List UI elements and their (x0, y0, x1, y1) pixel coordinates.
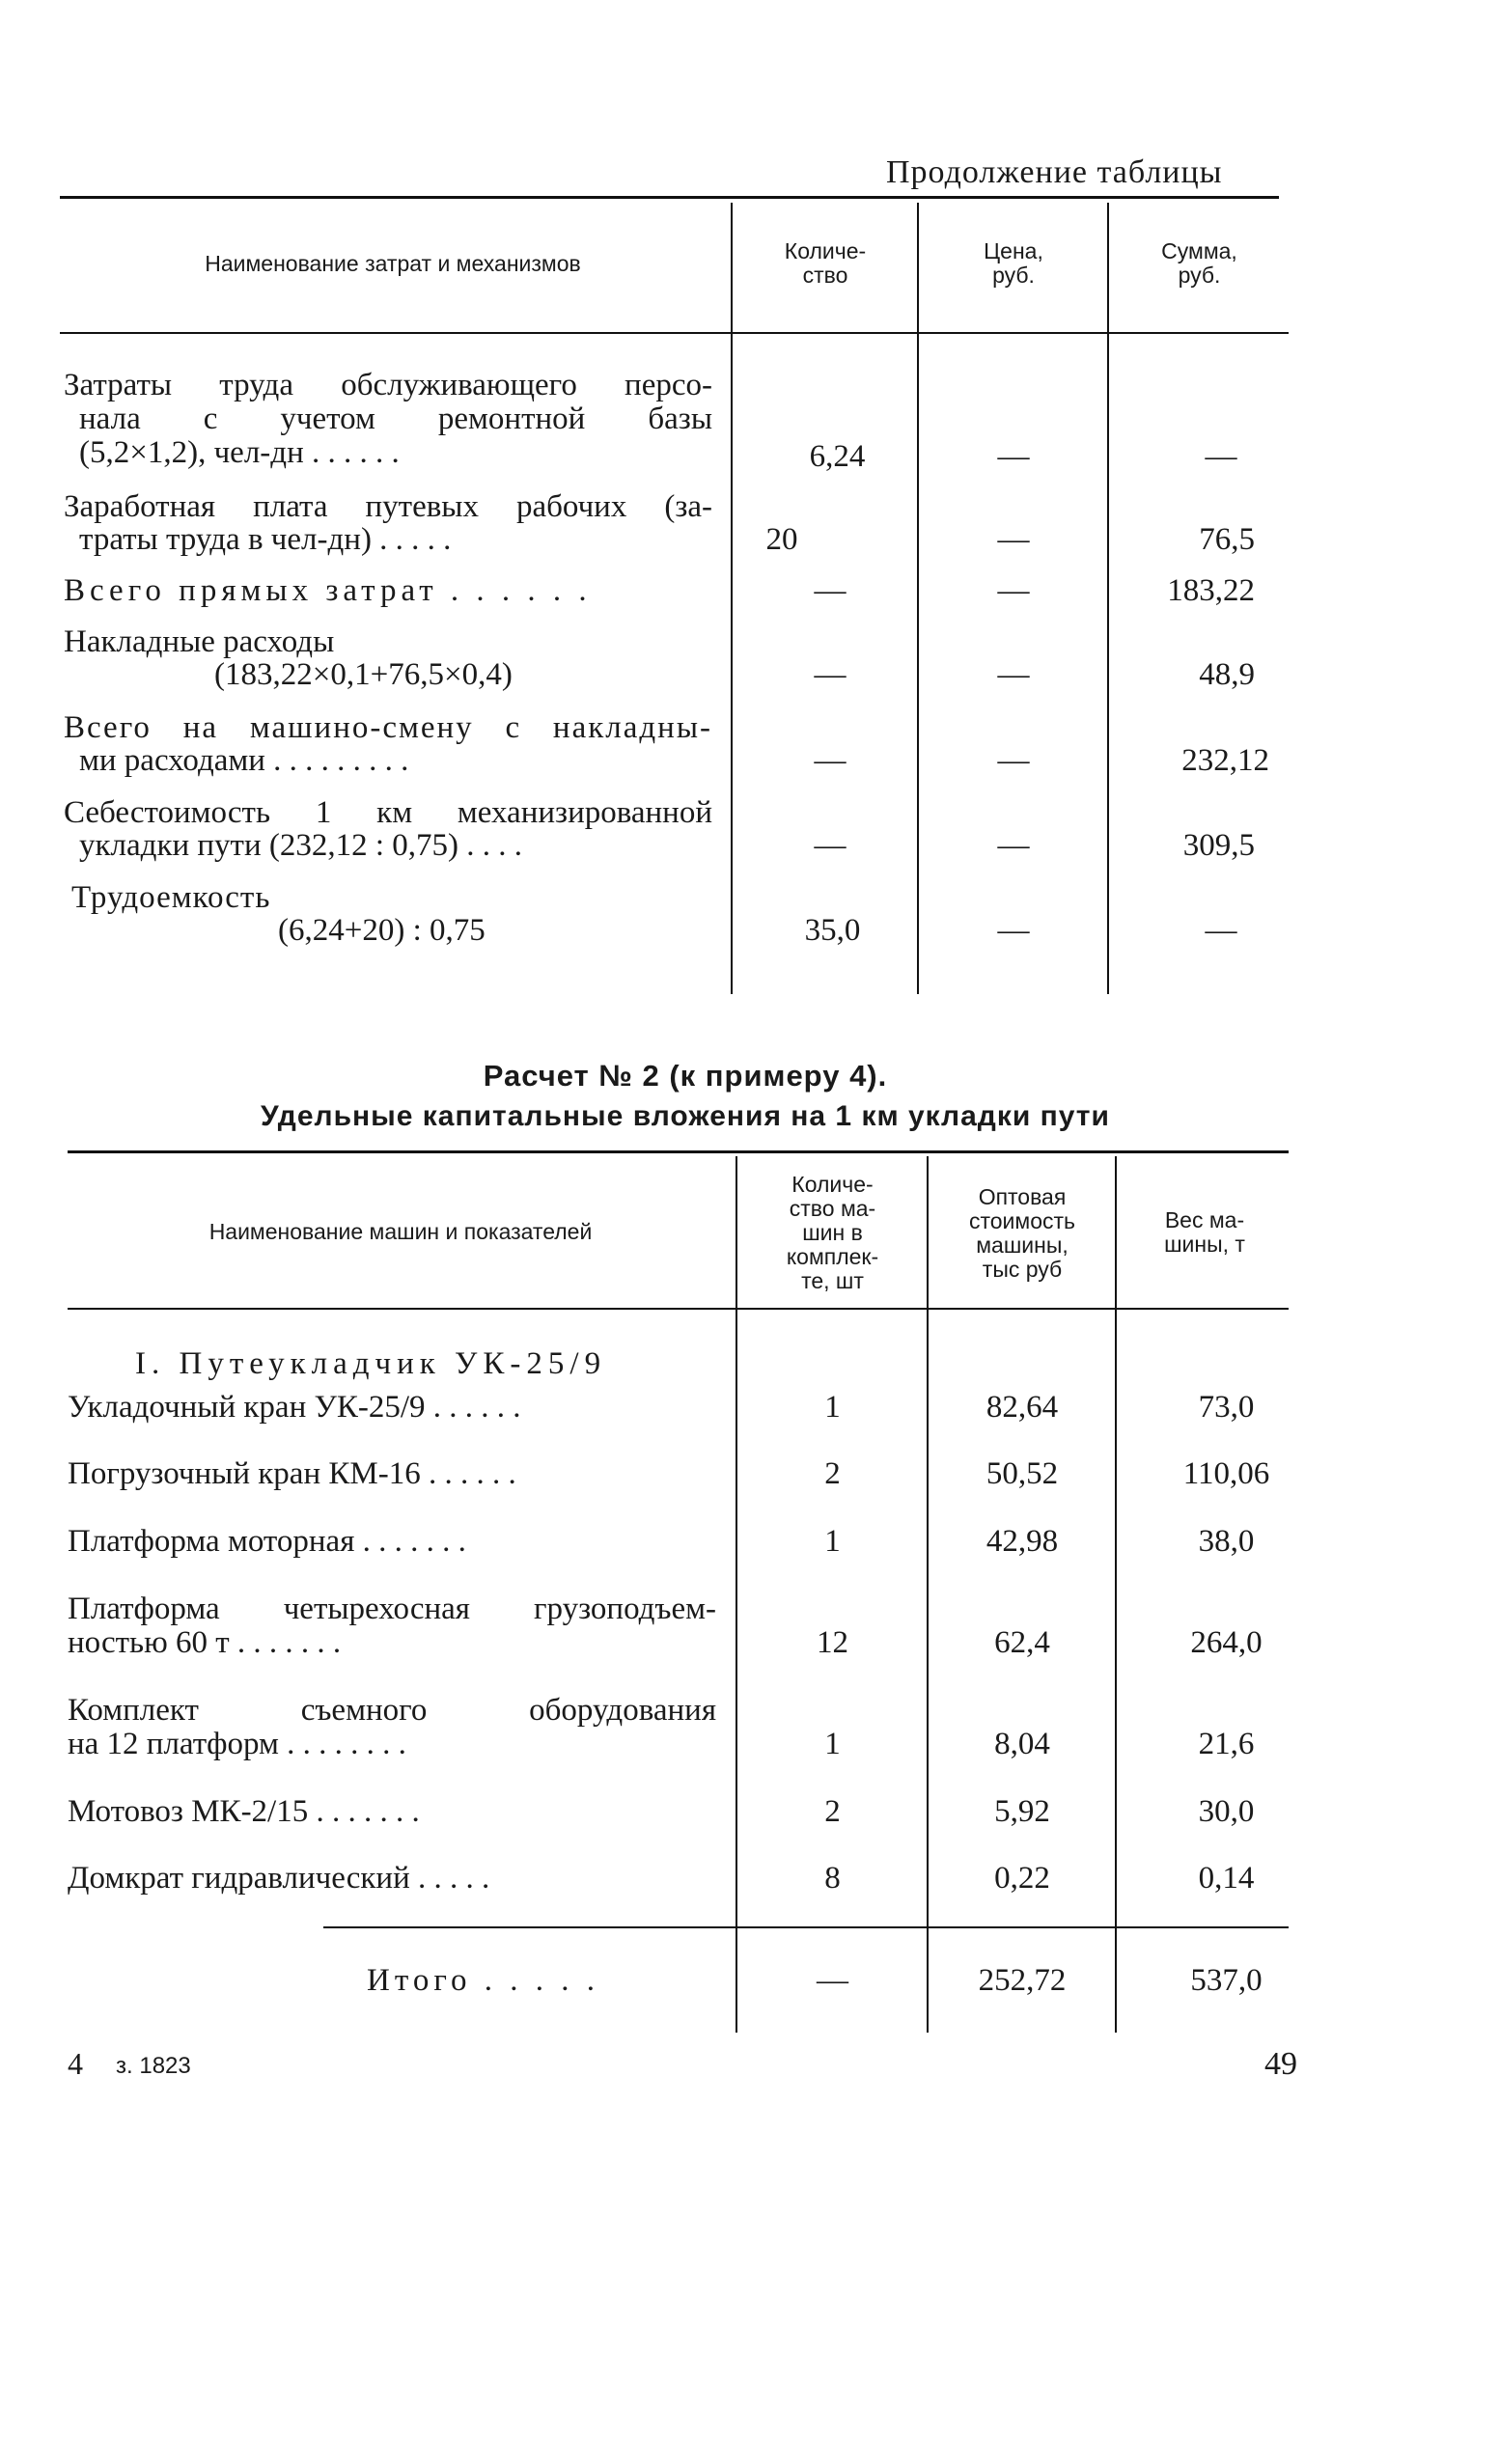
row-quantity: 1 (824, 1390, 841, 1425)
row-label: (183,22×0,1+76,5×0,4) (214, 657, 513, 692)
total-quantity: — (817, 1963, 848, 1998)
row-label: Себестоимость 1 км механизированной (64, 795, 712, 830)
row-label: ми расходами . . . . . . . . . (79, 743, 409, 778)
row-cost: 5,92 (994, 1794, 1050, 1829)
row-weight: 0,14 (1198, 1861, 1255, 1896)
row-cost: 62,4 (994, 1625, 1050, 1660)
row-label: Накладные расходы (64, 624, 335, 659)
row-quantity: 20 (765, 522, 798, 557)
row-label: укладки пути (232,12 : 0,75) . . . . (79, 828, 523, 863)
row-price: — (997, 743, 1030, 778)
table2-header-name: Наименование машин и показателей (208, 1219, 593, 1244)
row-sum: 48,9 (1199, 657, 1255, 692)
total-cost: 252,72 (978, 1963, 1067, 1998)
row-cost: 0,22 (994, 1861, 1050, 1896)
row-label: Платформа четырехосная грузоподъем- (68, 1592, 716, 1626)
table1-col-divider-3 (1107, 203, 1109, 994)
section-heading: I. Путеукладчик УК-25/9 (135, 1346, 607, 1381)
table2-col-divider-3 (1115, 1156, 1117, 2033)
row-label: Домкрат гидравлический . . . . . (68, 1861, 490, 1896)
row-weight: 264,0 (1190, 1625, 1263, 1660)
row-weight: 30,0 (1198, 1794, 1255, 1829)
table2-header-cost: Оптовая стоимость машины, тыс руб (968, 1184, 1076, 1282)
row-quantity: — (814, 657, 847, 692)
row-sum: — (1205, 913, 1237, 948)
order-code: з. 1823 (116, 2053, 191, 2079)
row-label: нала с учетом ремонтной базы (79, 401, 712, 436)
table1-header-price: Цена, руб. (984, 238, 1043, 288)
row-quantity: 2 (824, 1794, 841, 1829)
row-sum: 232,12 (1181, 743, 1269, 778)
table2-header-weight: Вес ма- шины, т (1164, 1207, 1245, 1257)
table2-col-divider-2 (927, 1156, 929, 2033)
row-weight: 21,6 (1198, 1727, 1255, 1761)
table1-header-rule (60, 332, 1289, 334)
row-price: — (997, 439, 1030, 474)
row-label: Всего на машино-смену с накладны- (64, 710, 712, 745)
row-label: Всего прямых затрат . . . . . . (64, 573, 592, 608)
row-quantity: 8 (824, 1861, 841, 1896)
row-sum: 183,22 (1167, 573, 1255, 608)
calc2-subtitle: Удельные капитальные вложения на 1 км укладки пути (261, 1100, 1110, 1132)
table2-header-quantity: Количе- ство ма- шин в комплек- те, шт (786, 1172, 879, 1293)
row-quantity: 12 (817, 1625, 848, 1660)
row-price: — (997, 913, 1030, 948)
total-label: Итого . . . . . (367, 1963, 600, 1998)
row-quantity: 2 (824, 1456, 841, 1491)
row-quantity: 6,24 (809, 439, 866, 474)
row-quantity: — (814, 828, 847, 863)
row-label: Комплект съемного оборудования (68, 1693, 716, 1728)
row-cost: 50,52 (985, 1456, 1059, 1491)
table2-top-rule (68, 1150, 1289, 1153)
row-label: ностью 60 т . . . . . . . (68, 1625, 342, 1660)
row-label: Платформа моторная . . . . . . . (68, 1524, 466, 1559)
row-label: (6,24+20) : 0,75 (278, 913, 486, 948)
table1-top-rule (60, 196, 1279, 199)
continuation-label: Продолжение таблицы (886, 154, 1223, 190)
row-label: траты труда в чел-дн) . . . . . (79, 522, 452, 557)
row-quantity: — (814, 573, 847, 608)
calc2-title: Расчет № 2 (к примеру 4). (483, 1059, 888, 1093)
row-sum: 76,5 (1199, 522, 1255, 557)
table1-col-divider-1 (731, 203, 733, 994)
row-price: — (997, 657, 1030, 692)
row-sum: 309,5 (1182, 828, 1255, 863)
row-cost: 8,04 (994, 1727, 1050, 1761)
row-label: Затраты труда обслуживающего персо- (64, 368, 712, 402)
row-cost: 42,98 (985, 1524, 1059, 1559)
row-weight: 73,0 (1198, 1390, 1255, 1425)
table2-header-rule (68, 1308, 1289, 1310)
row-price: — (997, 573, 1030, 608)
row-quantity: — (814, 743, 847, 778)
row-sum: — (1205, 439, 1237, 474)
row-cost: 82,64 (985, 1390, 1059, 1425)
table2-col-divider-1 (736, 1156, 737, 2033)
row-quantity: 1 (824, 1524, 841, 1559)
total-weight: 537,0 (1190, 1963, 1263, 1998)
row-price: — (997, 522, 1030, 557)
row-weight: 110,06 (1182, 1456, 1270, 1491)
sheet-number: 4 (68, 2046, 83, 2081)
row-weight: 38,0 (1198, 1524, 1255, 1559)
page-number: 49 (1264, 2046, 1297, 2082)
row-price: — (997, 828, 1030, 863)
row-label: Погрузочный кран КМ-16 . . . . . . (68, 1456, 516, 1491)
row-label: Заработная плата путевых рабочих (за- (64, 489, 712, 524)
row-label: Укладочный кран УК-25/9 . . . . . . (68, 1390, 521, 1425)
row-quantity: 1 (824, 1727, 841, 1761)
row-label: (5,2×1,2), чел-дн . . . . . . (79, 435, 400, 470)
row-label: на 12 платформ . . . . . . . . (68, 1727, 406, 1761)
row-label: Трудоемкость (71, 880, 271, 915)
table1-header-quantity: Количе- ство (784, 238, 867, 288)
total-rule (323, 1926, 1289, 1928)
table1-header-name: Наименование затрат и механизмов (205, 251, 581, 276)
row-quantity: 35,0 (804, 913, 861, 948)
row-label: Мотовоз МК-2/15 . . . . . . . (68, 1794, 420, 1829)
table1-header-sum: Сумма, руб. (1161, 238, 1237, 288)
